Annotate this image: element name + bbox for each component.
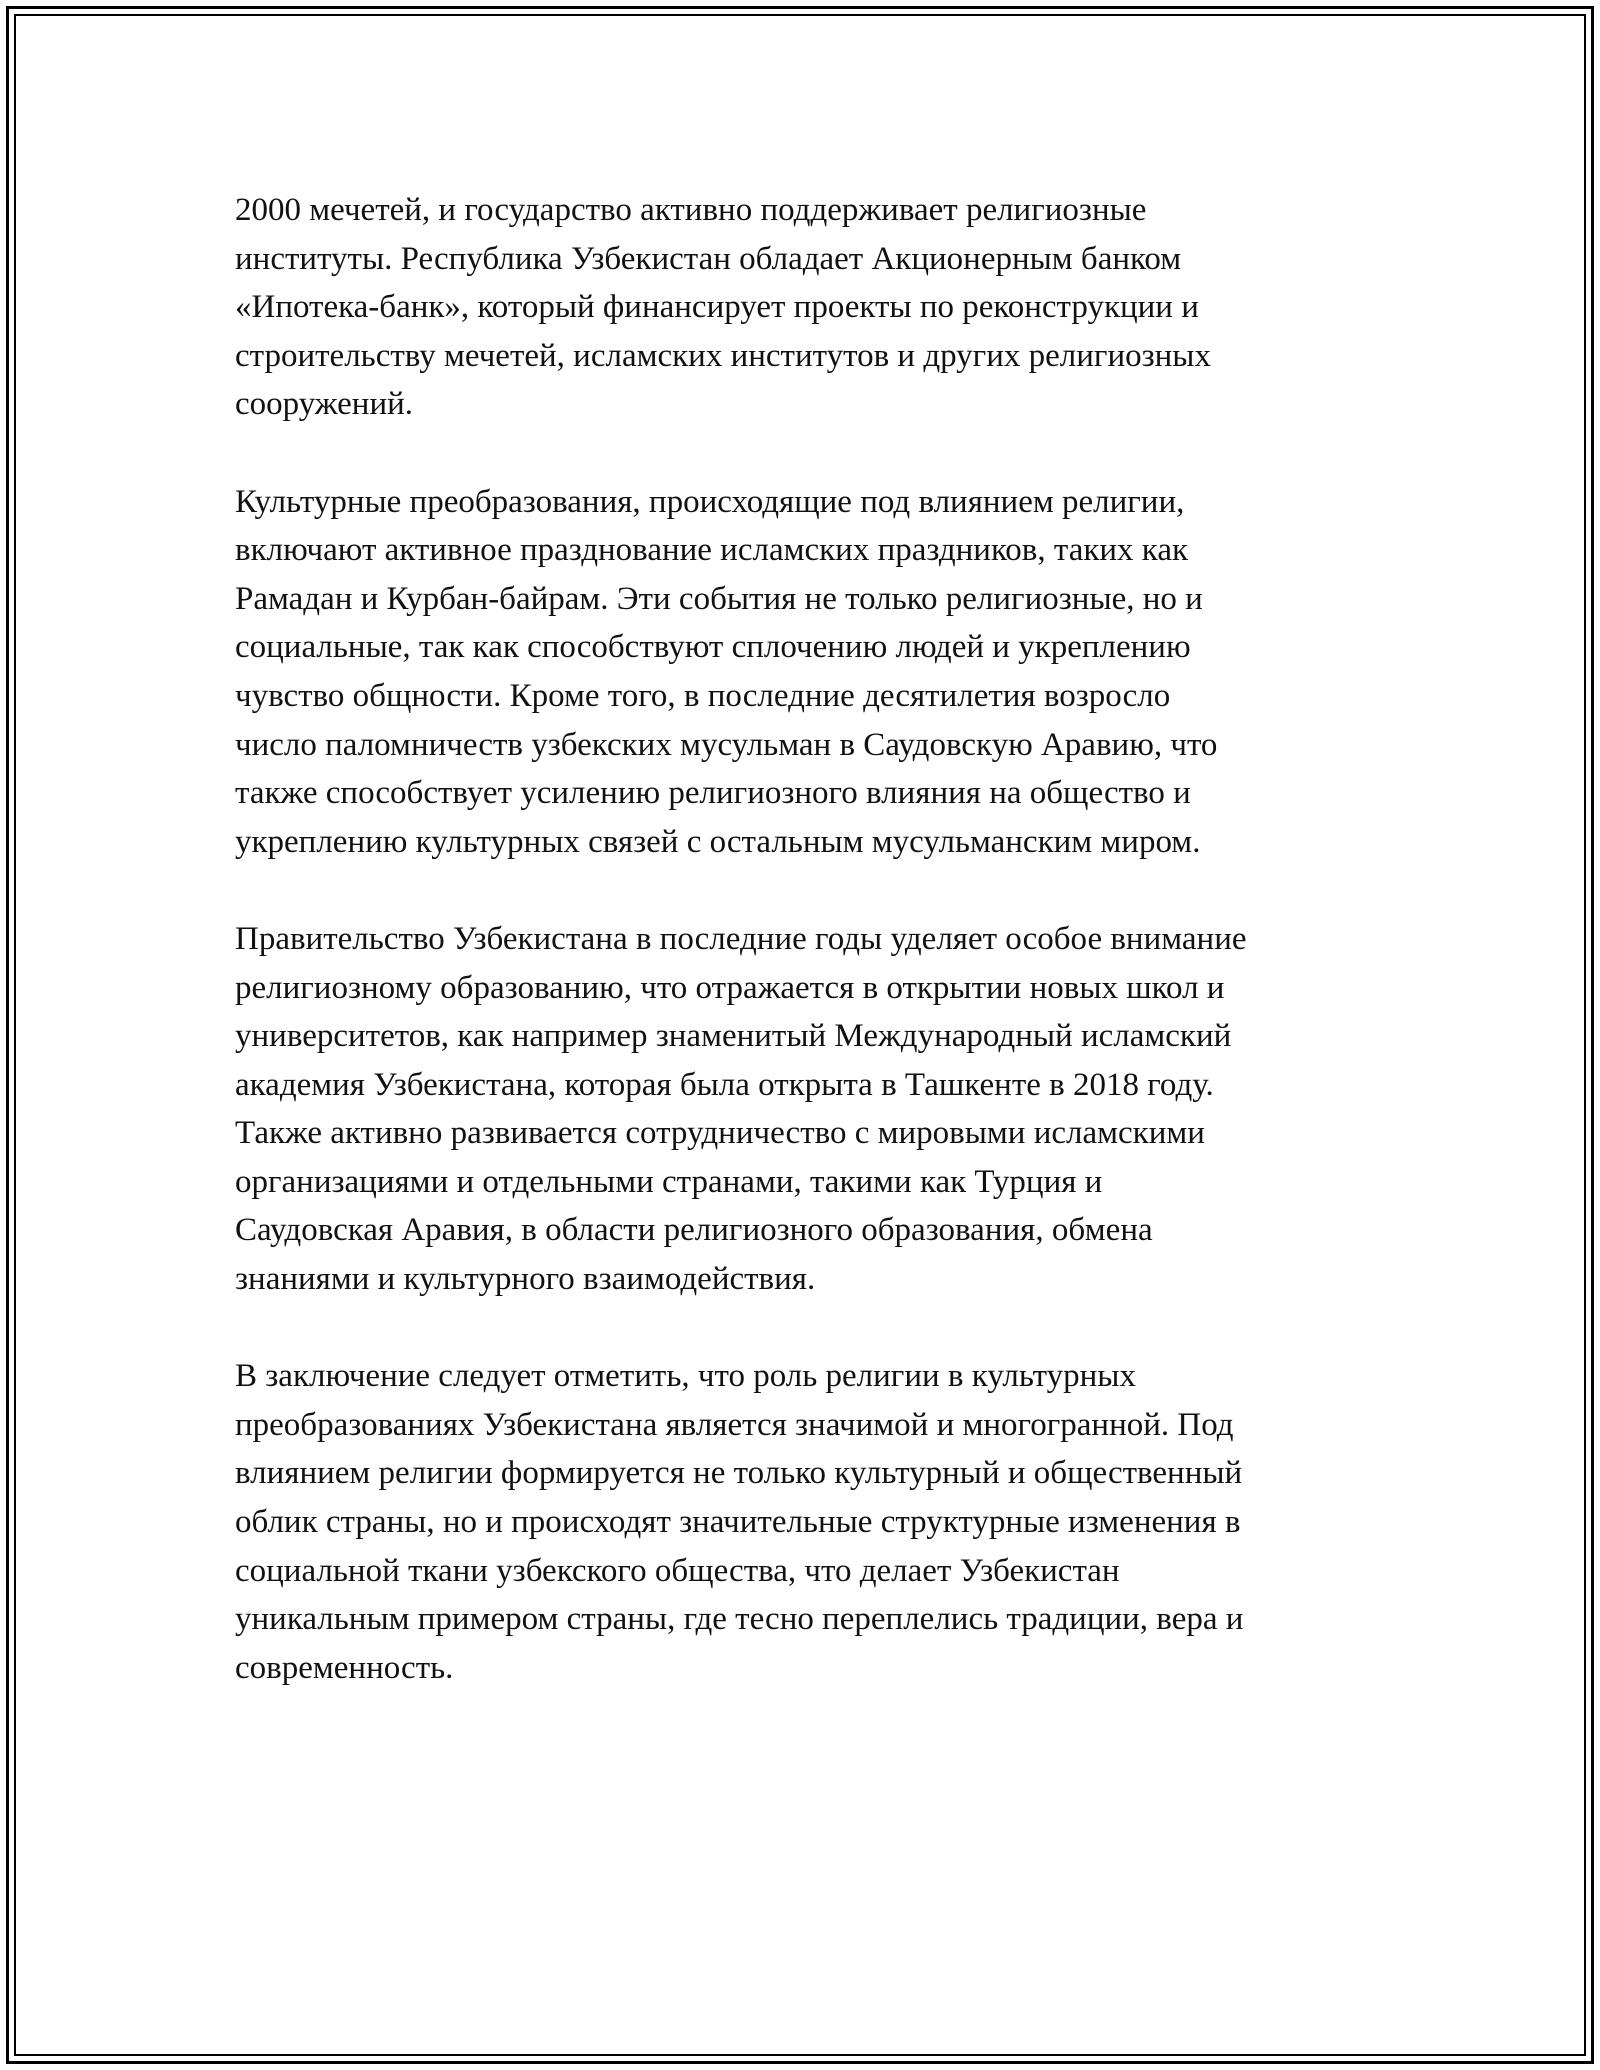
- text-line: социальной ткани узбекского общества, что делает Узбекистан: [235, 1552, 1120, 1589]
- text-line: чувство общности. Кроме того, в последние десятилетия возросло: [235, 677, 1171, 714]
- text-line: Также активно развивается сотрудничество с мировыми исламскими: [235, 1115, 1205, 1152]
- document-body: [235, 186, 1385, 1741]
- text-line: строительству мечетей, исламских институтов и других религиозных: [235, 337, 1211, 374]
- text-line: современность.: [235, 1649, 454, 1686]
- text-line: включают активное празднование исламских праздников, таких как: [235, 532, 1189, 569]
- text-line: уникальным примером страны, где тесно переплелись традиции, вера и: [235, 1601, 1244, 1638]
- paragraph-2: [235, 478, 1385, 867]
- text-line: облик страны, но и происходят значительные структурные изменения в: [235, 1504, 1241, 1541]
- text-line: «Ипотека-банк», который финансирует проекты по реконструкции и: [235, 289, 1199, 326]
- text-line: Саудовская Аравия, в области религиозного образования, обмена: [235, 1212, 1153, 1249]
- text-line: институты. Республика Узбекистан обладает Акционерным банком: [235, 240, 1182, 277]
- text-line: В заключение следует отметить, что роль религии в культурных: [235, 1358, 1136, 1395]
- text-line: преобразованиях Узбекистана является значимой и многогранной. Под: [235, 1406, 1234, 1443]
- paragraph-3: [235, 915, 1385, 1304]
- text-line: также способствует усилению религиозного влияния на общество и: [235, 775, 1191, 812]
- paragraph-4: [235, 1352, 1385, 1692]
- text-line: сооружений.: [235, 386, 414, 423]
- text-line: организациями и отдельными странами, такими как Турция и: [235, 1163, 1103, 1200]
- text-line: знаниями и культурного взаимодействия.: [235, 1261, 816, 1298]
- text-line: социальные, так как способствуют сплочению людей и укреплению: [235, 629, 1191, 666]
- text-line: Рамадан и Курбан-байрам. Эти события не только религиозные, но и: [235, 580, 1203, 617]
- text-line: религиозному образованию, что отражается в открытии новых школ и: [235, 969, 1225, 1006]
- paragraph-1: [235, 186, 1385, 429]
- text-line: влиянием религии формируется не только культурный и общественный: [235, 1455, 1243, 1492]
- text-line: университетов, как например знаменитый Международный исламский: [235, 1018, 1232, 1055]
- text-line: Правительство Узбекистана в последние годы уделяет особое внимание: [235, 920, 1247, 957]
- text-line: академия Узбекистана, которая была открыта в Ташкенте в 2018 году.: [235, 1066, 1214, 1103]
- text-line: Культурные преобразования, происходящие под влиянием религии,: [235, 483, 1185, 520]
- text-line: число паломничеств узбекских мусульман в Саудовскую Аравию, что: [235, 726, 1218, 763]
- text-line: укреплению культурных связей с остальным мусульманским миром.: [235, 823, 1201, 860]
- text-line: 2000 мечетей, и государство активно поддерживает религиозные: [235, 192, 1147, 228]
